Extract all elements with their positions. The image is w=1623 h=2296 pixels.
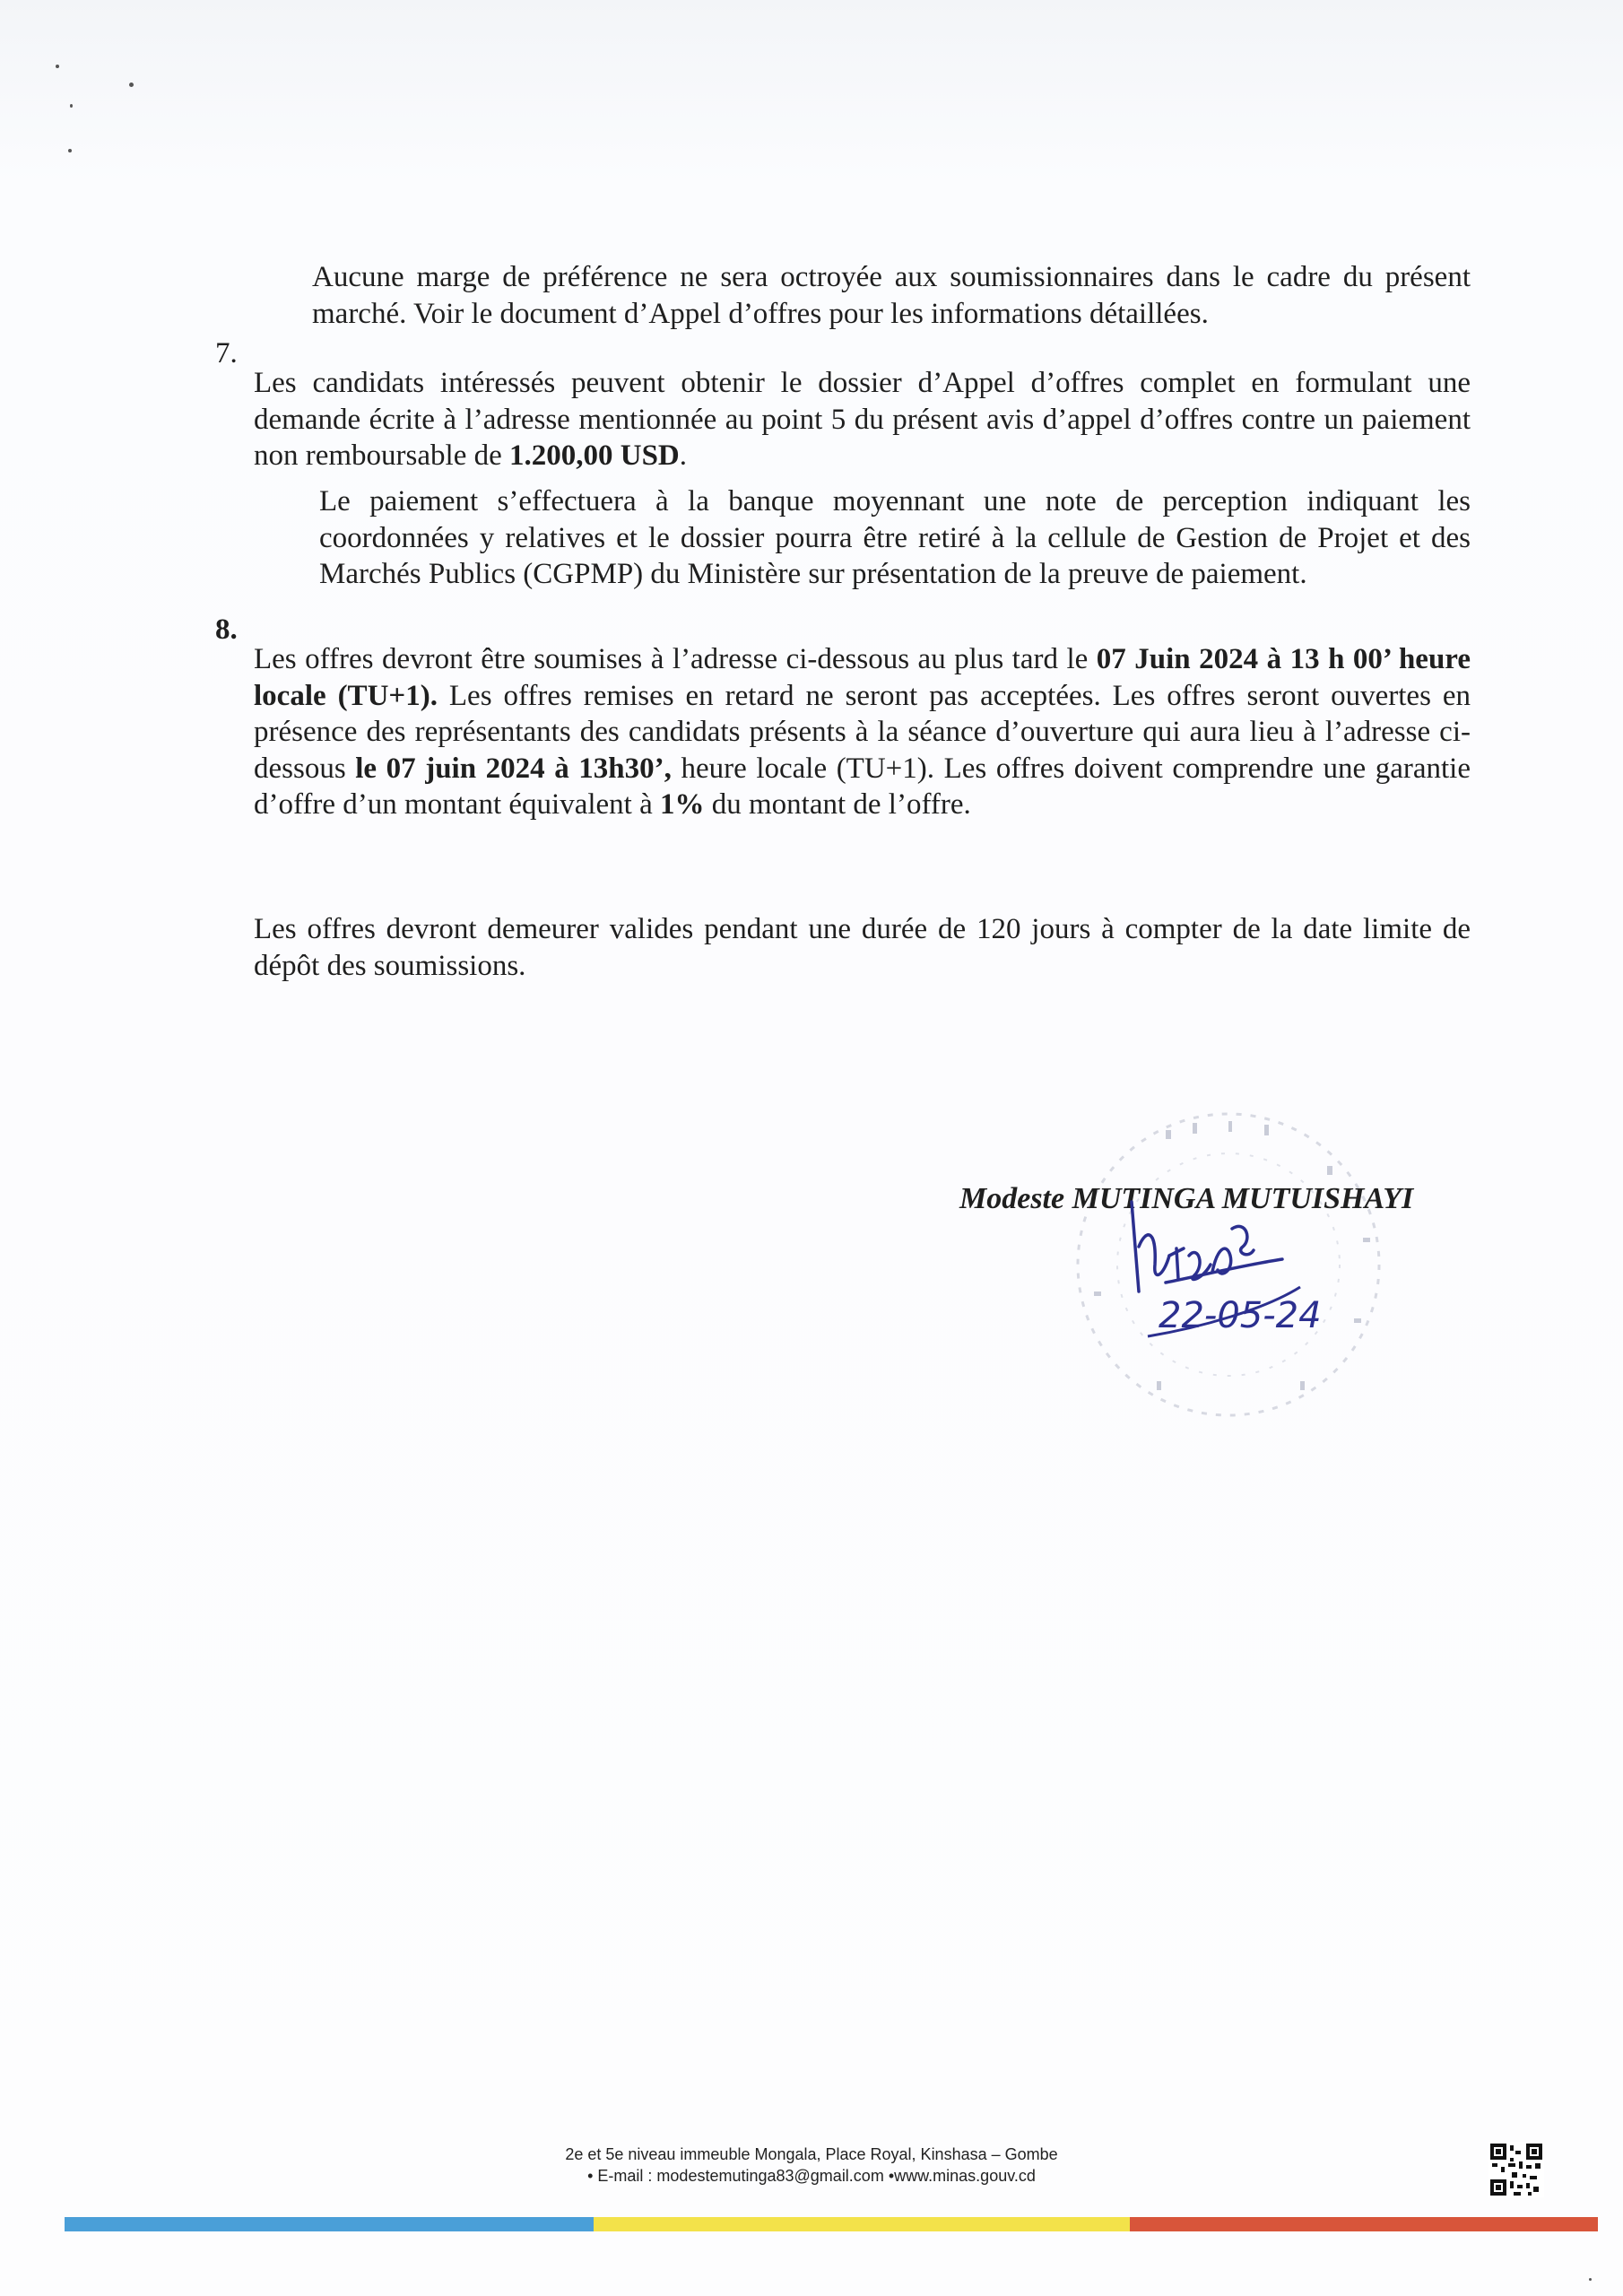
item-7-payment-paragraph: Le paiement s’effectuera à la banque moyennant une note de perception indiquant les coordonnées y relatives et le dossier pourra être retiré à la cellule de Gestion de Projet et des Marchés Publics (CGPMP) du Ministère sur présentation de la preuve de paiement. bbox=[319, 485, 1471, 590]
item-7-paragraph bbox=[254, 365, 1471, 474]
flag-color-bar bbox=[65, 2217, 1598, 2231]
footer-email: E-mail : modestemutinga83@gmail.com bbox=[597, 2167, 884, 2185]
handwritten-signature bbox=[1112, 1193, 1327, 1345]
validity-paragraph: Les offres devront demeurer valides pendant une durée de 120 jours à compter de la date limite de dépôt des soumissions. bbox=[254, 913, 1471, 982]
item-7-number: 7. bbox=[215, 337, 238, 370]
color-bar-blue bbox=[65, 2217, 594, 2231]
signatory-name: Modeste MUTINGA MUTUISHAYI bbox=[959, 1182, 1414, 1215]
item-8-percent: 1% bbox=[660, 788, 705, 821]
item-8-text-3: heure locale (TU+1). Les offres doivent comprendre une garantie d’offre d’un montant équivalent à bbox=[254, 752, 1471, 821]
item-8-text-4: du montant de l’offre. bbox=[704, 788, 971, 821]
color-bar-yellow bbox=[594, 2217, 1131, 2231]
item-8-paragraph bbox=[254, 641, 1471, 823]
item-8-text-1: Les offres devront être soumises à l’adresse ci-dessous au plus tard le bbox=[254, 643, 1097, 675]
footer-contact bbox=[587, 2165, 1036, 2187]
footer-address: 2e et 5e niveau immeuble Mongala, Place Royal, Kinshasa – Gombe bbox=[565, 2145, 1058, 2163]
item-8-opening: le 07 juin 2024 à 13h30’, bbox=[355, 752, 672, 785]
signature-date: 22-05-24 bbox=[1159, 1295, 1322, 1336]
qr-code-icon bbox=[1488, 2142, 1544, 2197]
item-7-text: Les candidats intéressés peuvent obtenir le dossier d’Appel d’offres complet en formulant une demande écrite à l’adresse mentionnée au point 5 du présent avis d’appel d’offres contre un paiement non remboursable de bbox=[254, 367, 1471, 472]
item-8-number: 8. bbox=[215, 613, 238, 646]
color-bar-red bbox=[1130, 2217, 1598, 2231]
item-7-period: . bbox=[679, 439, 688, 472]
preference-margin-paragraph: Aucune marge de préférence ne sera octroyée aux soumissionnaires dans le cadre du présent marché. Voir le document d’Appel d’offres pour les informations détaillées. bbox=[312, 261, 1471, 330]
footer bbox=[0, 2144, 1623, 2187]
item-8-deadline: 07 Juin 2024 à 13 h 00’ heure locale (TU+1). bbox=[254, 643, 1471, 712]
item-8-text-2: Les offres remises en retard ne seront pas acceptées. Les offres seront ouvertes en présence des représentants des candidats présents à la séance d’ouverture qui aura lieu à l’adresse ci-dessous bbox=[254, 679, 1471, 785]
bullet-icon: • bbox=[587, 2167, 598, 2185]
item-7-amount: 1.200,00 USD bbox=[509, 439, 680, 472]
footer-website: www.minas.gouv.cd bbox=[894, 2167, 1036, 2185]
bullet-icon: • bbox=[888, 2167, 895, 2185]
